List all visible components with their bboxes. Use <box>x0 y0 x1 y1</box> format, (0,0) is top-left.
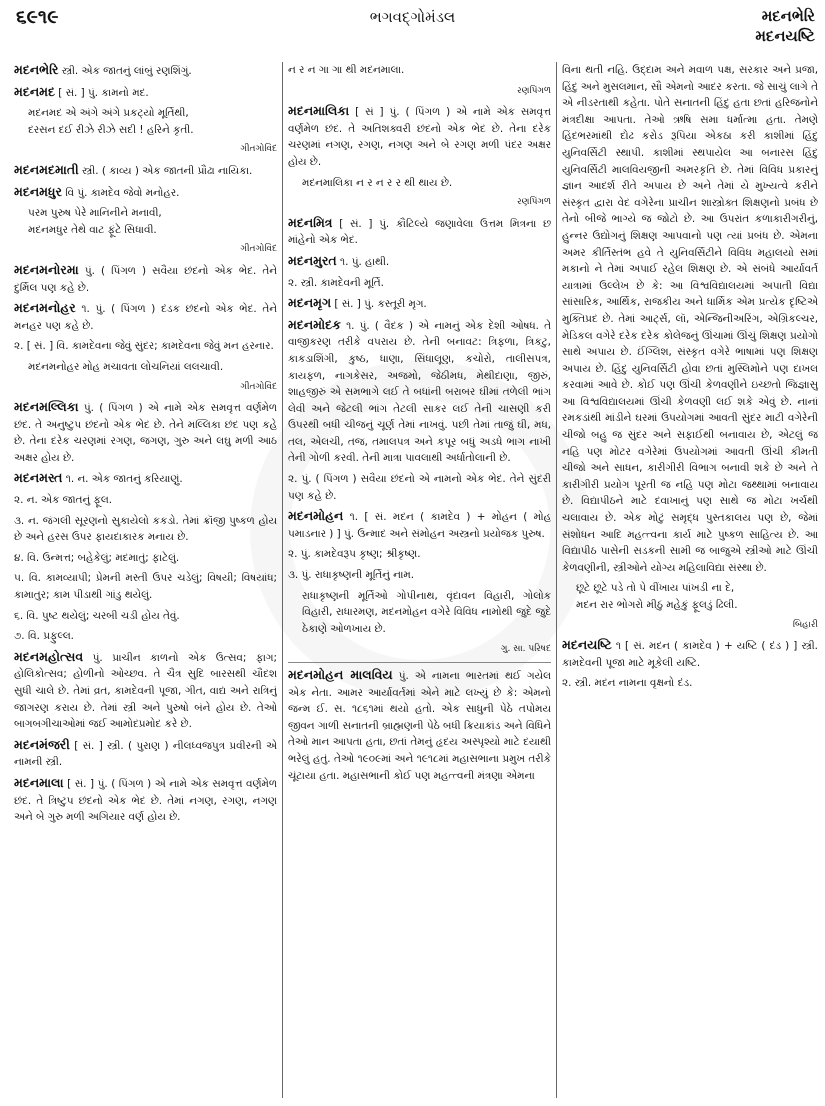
verse-line: મદનમાલિકા ન ર ન ર ર થી થાય છે. <box>302 176 453 189</box>
verse-quote <box>288 175 551 192</box>
headword: મદનમોદક <box>288 316 341 332</box>
citation: ગીતગોવિંદ <box>240 144 277 155</box>
entry <box>288 295 551 313</box>
definition: [ સં. ] સ્ત્રી. ( પુરાણ ) નીલધ્વજપુત્ર પ્રવીરની એ નામની સ્ત્રી. <box>14 739 277 769</box>
headword: મદનમિત્ર <box>288 214 333 230</box>
entry <box>562 637 818 671</box>
verse-line: મદનમદ એ અંગે અંગે પ્રકટ્યો મૂર્તિથી, <box>28 107 189 120</box>
headword: મદનમોહન <box>288 508 344 524</box>
definition: [ સં. ] પું. કામનો મદ. <box>54 86 149 99</box>
headword: મદનમોહન માલવિય <box>288 667 393 682</box>
column-divider <box>282 62 283 1098</box>
citation: બિહારી <box>792 619 818 630</box>
headword: મદનમસ્ત <box>14 470 63 486</box>
entry <box>14 162 277 180</box>
entry <box>14 184 277 202</box>
headword: મદનમનોરમા <box>14 261 79 277</box>
column-2 <box>288 62 551 1102</box>
page-header <box>0 4 825 60</box>
headword: મદનમદ <box>14 83 55 99</box>
definition: ૧. પું. ( પિંગળ ) દંડક છંદનો એક ભેદ. તેને મનહર પણ કહે છે. <box>14 303 277 332</box>
entry <box>288 253 551 271</box>
definition: [ સં. ] પું. કસ્તૂરી મૃગ. <box>331 298 427 311</box>
guide-word-last: મદનયષ્ટિ <box>755 27 815 45</box>
sense: ૨. પું. ( પિંગળ ) સવૈયા છંદનો એ નામનો એક ભેદ. તેને સુંદરી પણ કહે છે. <box>288 473 551 502</box>
definition: વિ પું. કામદેવ જેવો મનોહર. <box>61 186 180 199</box>
headword: મદનમનોહર <box>14 300 76 316</box>
entry <box>288 508 551 542</box>
sense: ૨. સ્ત્રી. કામદેવની મૂર્તિ. <box>288 276 384 289</box>
definition: પું. ( પિંગળ ) સવૈયા છંદનો એક ભેદ. તેને દુર્મિલ પણ કહે છે. <box>14 264 277 294</box>
definition: ૧. પું. હાથી. <box>336 255 390 268</box>
headword: મદનમધુર <box>14 183 62 199</box>
sense: ૭. વિ. પ્રફુલ્લ. <box>14 630 74 643</box>
sense: ૨. ન. એક જાતનું ફૂલ. <box>14 494 113 507</box>
citation: ગીતગોવિંદ <box>240 244 277 255</box>
entry <box>14 62 277 80</box>
column-1 <box>14 62 277 1102</box>
verse-line: દરસન દઈ રીઝે રીઝે સદી ! હરિને કૃતી. <box>28 123 194 136</box>
column-divider <box>556 62 557 1098</box>
verse-line: છૂટે છૂટે પડે તો પે વીંખાય પાંખડી ના દે, <box>576 582 735 595</box>
citation: રણપિંગળ <box>517 85 551 96</box>
headword: મદનમદમાતી <box>14 161 79 177</box>
verse-quote <box>14 105 277 138</box>
definition: [ સં. ] પું. ( પિંગળ ) એ નામે એક સમવૃત્ત વર્ણમેળ છંદ. તે ત્રિષ્ટુપ છંદનો એક ભેદ છે. તેમાં નગણ, રગણ, નગણ અને બે ગુરુ મળી અગિયાર વર્ણ હોય છે. <box>14 777 277 824</box>
verse-quote <box>562 580 818 613</box>
definition: ૧. પું. ( વૈદક ) એ નામનું એક દેશી ઓષધ. તે વાજીકરણ તરીકે વપરાય છે. તેની બનાવટ: ત્રિફળા, ત્રિકટુ, કાકડાશિંગી, કુષ્ઠ, ધાણા, સિંધાલૂણ, કચોરો, તાલીસપત્ર, કાયફળ, નાગકેસર, અજમો, જેઠીમધ, મેથીદાણા, જીરું, શાહજીરું એ સમભાગે લઈ તે બધાંની બરાબર ઘીમાં તળેલી ભાંગ લેવી અને જેટલી ભાંગ તેટલી સાકર લઈ તેની ચાસણી કરી ઉપરથી બધી ચીજનું ચૂર્ણ તેમાં નાખવું. પછી તેમાં તાજું ઘી, મધ, તલ, એલચી, તજ, તમાલપત્ર અને કપૂર બધું અડધે ભાગ નાખી તેની ગોળી કરવી. તેની માત્રા પાવલાથી અર્ધાતોલાની છે. <box>288 319 551 465</box>
headword: મદનમલ્લિકા <box>14 399 79 415</box>
citation: ગીતગોવિંદ <box>240 381 277 392</box>
verse-line: મદનમધુર તેથે વાટ ફૂંટે સિધાવી. <box>28 223 157 236</box>
sense: ૩. ન. જંગલી સૂરણનો સુકાયેલો કકડો. તેમાં ક્રૉંજી પુષ્કળ હોય છે અને હરસ ઉપર ફાયદાકારક મનાય છે. <box>14 514 277 544</box>
guide-word-first: મદનભેરિ <box>761 7 815 25</box>
sense: ૪. વિ. ઉન્મત્ત; બહેકેલું; મદમાતું; ફાટેલું. <box>14 551 180 564</box>
guide-words <box>755 6 815 46</box>
entry <box>14 84 277 102</box>
headword: મદનયષ્ટિ <box>562 637 612 653</box>
headword: મદનમૃગ <box>288 295 332 311</box>
headword: મદનમાલિકા <box>288 103 350 119</box>
definition: પું. પ્રાચીન કાળનો એક ઉત્સવ; ફાગ; હોલિકોત્સવ; હોળીનો ઓચ્છવ. તે ચૈત્ર સુદિ બારસથી ચૌદશ સુધી ચાલે છે. તેમાં વ્રત, કામદેવની પૂજા, ગીત, વાદ્ય અને રાત્રિનું જાગરણ કરાય છે. તેમાં સ્ત્રી અને પુરુષો બંને હોય છે. તેઓ બાગબગીચાઓમાં જઈ આમોદપ્રમોદ કરે છે. <box>14 651 277 731</box>
verse-line: પરમ પુરુષ પેરે માનિનીને મનાવી, <box>28 207 162 220</box>
divider <box>288 662 551 663</box>
headword: મદનમાલા <box>14 774 64 790</box>
entry <box>14 775 277 826</box>
definition: પું. એ નામના ભારતમાં થઈ ગયેલ એક નેતા. આમર આર્યાવર્તમાં એને માટે લખ્યું છે કે: એમનો જન્મ ઈ. સ. ૧૮૬૧માં થયો હતો. એક સાધુની પેઠે તપોમય જીવન ગાળી સનાતની બ્રાહ્મણની પેઠે બધી ક્રિયાકાંડ અને વિધિને તેઓ માન આપતા હતા, છતાં તેમનું હૃદય અસ્પૃશ્યો માટે દયાથી ભરેલું હતું. તેઓ ૧૯૦૯માં અને ૧૯૧૮માં મહાસભાના પ્રમુખ તરીકે ચૂંટાયા હતા. મહાસભાની કોઈ પણ મહત્ત્વની મંત્રણા એમના <box>288 670 551 782</box>
definition: સ્ત્રી. ( કાવ્ય ) એક જાતની પ્રૌઢા નાયિકા. <box>78 164 253 177</box>
entry <box>288 317 551 467</box>
page-title: ભગવદ્ગોમંડલ <box>369 8 456 26</box>
definition: ૧ [ સં. મદન ( કામદેવ ) + યષ્ટિ ( દંડ ) ] સ્ત્રી. કામદેવની પૂજા માટે મૂકેલી યષ્ટિ. <box>562 640 818 669</box>
sense: ૨. પું. કામદેવરૂપ કૃષ્ણ; શ્રીકૃષ્ણ. <box>288 548 421 561</box>
entry <box>14 262 277 296</box>
definition: સ્ત્રી. એક જાતનું લાંબું રણશિંગું. <box>58 65 192 77</box>
page-number: ૬૯૧૯ <box>16 6 59 28</box>
entry <box>14 399 277 466</box>
definition: [ સં ] પું. ( પિંગળ ) એ નામે એક સમવૃત્ત વર્ણમેળ છંદ. તે અતિશક્વરી છંદનો એક ભેદ છે. તેના દરેક ચરણમાં નગણ, રગણ, નગણ અને બે રગણ મળી પંદર અક્ષર હોય છે. <box>288 106 551 168</box>
verse-line: ન ર ન ગા ગા થી મદનમાલા. <box>288 64 405 76</box>
entry <box>14 737 277 771</box>
entry <box>288 215 551 249</box>
definition: [ સં. ] પું. કૌટિલ્યે જણાવેલા ઉત્તમ મિત્રના છ માંહેનો એક ભેદ. <box>288 217 551 247</box>
sense: ૫. વિ. કામવ્યાપી; પ્રેમની મસ્તી ઉપર ચડેલું; વિષયી; વિષયાંધ; કામાતુર; કામ પીડાથી ગાંડુ થયેલું. <box>14 572 277 602</box>
entry <box>288 103 551 170</box>
citation: ગુ. સા. પરિષદ <box>500 644 551 655</box>
paragraph: વિના થતી નહિ. ઉદ્દામ અને મવાળ પક્ષ, સરકાર અને પ્રજા, હિંદુ અને મુસલમાન, સૌ એમનો આદર કરતા. જે સાચું લાગે તે એ નીડરતાથી કહેતા. પોતે સનાતની હિંદુ હતા છતાં હરિજનોને મંત્રદીક્ષા આપતા. તેઓ ઋષિ સમા ધર્માત્મા હતા. તેમણે હિંદભરમાંથી દોઢ કરોડ રૂપિયા એકઠા કરી કાશીમાં હિંદુ યુનિવર્સિટી સ્થાપી. કાશીમાં સ્થપાયેલ આ બનારસ હિંદુ યુનિવર્સિટી માલવિયજીની અમરકૃતિ છે. તેમાં વિવિધ પ્રકારનું જ્ઞાન આદર્શ રીતે અપાય છે અને તેમાં યે મુખ્યત્વે કરીને સંસ્કૃત દ્વારા વેદ વગેરેના પ્રાચીન શાસ્ત્રોક્ત શિક્ષણનો પ્રબંધ છે તેનો બીજે ભાગ્યે જ જોટો છે. આ ઉપરાંત કળાકારીગરીનું, હુન્નર ઉદ્યોગનું શિક્ષણ આપવાનો પણ ત્યાં પ્રબંધ છે. એમના અમર કીર્તિસ્તંભ હવે તે યુનિવર્સિટીને વિવિધ મહાલયો સમાં મકાનો ને તેમાં અપાઈ રહેલ શિક્ષણ છે. એ સંબંધે આર્યાવર્ત યાત્રામાં ઉલ્લેખ છે કે: આ વિશ્વવિદ્યાલયમાં અપાતી વિદ્યા સાંસારિક, આર્થિક, રાજકીય અને ધાર્મિક એમ પ્રત્યેક દૃષ્ટિએ મુક્તિપ્રદ છે. તેમાં આર્ટ્સ, લૉ, એન્જિનીઅરિંગ, એગ્રિકલ્ચર, મેડિકલ વગેરે દરેક દરેક કોલેજનું ઊંચામાં ઊંચું શિક્ષણ પ્રયોગો સાથે અપાય છે. ઈંગ્લિશ, સંસ્કૃત વગેરે ભાષામાં પણ શિક્ષણ અપાય છે. હિંદુ યુનિવર્સિટી હોવા છતાં મુસ્લિમોને પણ દાખલ કરવામાં આવે છે. કોઈ પણ ઊંચી કેળવણીને ઇચ્છતો જિજ્ઞાસુ આ વિશ્વવિદ્યાલયમાં ઊંચી કેળવણી લઈ શકે એવું છે. નાનાં રમકડાંથી માંડીને ઘરમાં ઉપયોગમાં આવતી સુંદર માટી વગેરેની ચીજો બહુ જ સુંદર અને સફાઈથી બનાવાય છે, એટલું જ નહિ પણ મોટર વગેરેમાં ઉપયોગમાં આવતી ઊંચી કીમતી ચીજો અને સાધન, કારીગીરી વિભાગ બનાવી શકે છે અને તે કારીગીરી પ્રયોગ પૂરતી જ નહિ પણ મોટા જથ્થામાં બનાવાય છે. વિદ્યાપીઠને માટે દવાખાનું પણ સાથે જ મોટા ખર્ચથી ચલાવાય છે. એક મોટું સમૃદ્ધ પુસ્તકાલય પણ છે, જેમાં સંશોધન આદિ મહત્ત્વના કાર્ય માટે પુષ્કળ સાહિત્ય છે. આ વિદ્યાપીઠ પાસેની સડકની સામી જ બાજુએ સ્ત્રીઓ માટે ઊંચી કેળવણીની, સ્ત્રીઓને યોગ્ય મહિલાવિદ્યા સંસ્થા છે. <box>562 64 818 574</box>
headword: મદનભેરિ <box>14 62 59 77</box>
sense: ૩. પું. રાધાકૃષ્ણની મૂર્તિનું નામ. <box>288 569 415 582</box>
entry <box>14 470 277 488</box>
headword: મદનમુરત <box>288 252 337 268</box>
verse-quote <box>14 205 277 238</box>
sense: ૨. સ્ત્રી. મદન નામના વૃક્ષનો દંડ. <box>562 677 693 690</box>
definition: ૧. ન. એક જાતનું કરિયાણું. <box>62 473 183 486</box>
quotation: રાધાકૃષ્ણની મૂર્તિઓ ગોપીનાથ, વૃંદાવન વિહારી, ગોલોક વિહારી, રાધારમણ, મદનમોહન વગેરે વિવિધ નામોથી જુદે જુદે ઠેકાણે ઓળખાય છે. <box>302 589 551 635</box>
entry <box>14 649 277 733</box>
definition: પું. ( પિંગળ ) એ નામે એક સમવૃત્ત વર્ણમેળ છંદ. તે અનુષ્ટુપ છંદનો એક ભેદ છે. તેને મલ્લિકા છંદ પણ કહે છે. તેના દરેક ચરણમાં રગણ, જગણ, ગુરુ અને લઘુ મળી આઠ અક્ષર હોય છે. <box>14 402 277 464</box>
verse-line: મદન રાર ભોગરો મીઠું મહેકું ફૂલડું ઢિલી. <box>576 599 738 611</box>
column-3 <box>562 62 818 1102</box>
entry <box>288 667 551 784</box>
headword: મદનમંજરી <box>14 736 70 752</box>
entry <box>14 300 277 334</box>
definition: ૧. [ સં. મદન ( કામદેવ ) + મોહન ( મોહ પમાડનાર ) ] પું. ઉન્માદ અને સંમોહન અસ્ત્રનો પ્રયોજક પુરુષ. <box>288 511 551 540</box>
sense: ૬. વિ. પુષ્ટ થયેલું; ચરબી ચડી હોય તેવું. <box>14 609 180 622</box>
sense: ૨. [ સં. ] વિ. કામદેવના જેવું સુંદર; કામદેવના જેવું મન હરનાર. <box>14 340 274 353</box>
verse-quote <box>14 359 277 376</box>
verse-line: મદનમનોહર મોહ મચાવતા લોચનિયાં લલચાવી. <box>28 360 224 373</box>
headword: મદનમહોત્સવ <box>14 648 84 664</box>
citation: રણપિંગળ <box>517 197 551 208</box>
